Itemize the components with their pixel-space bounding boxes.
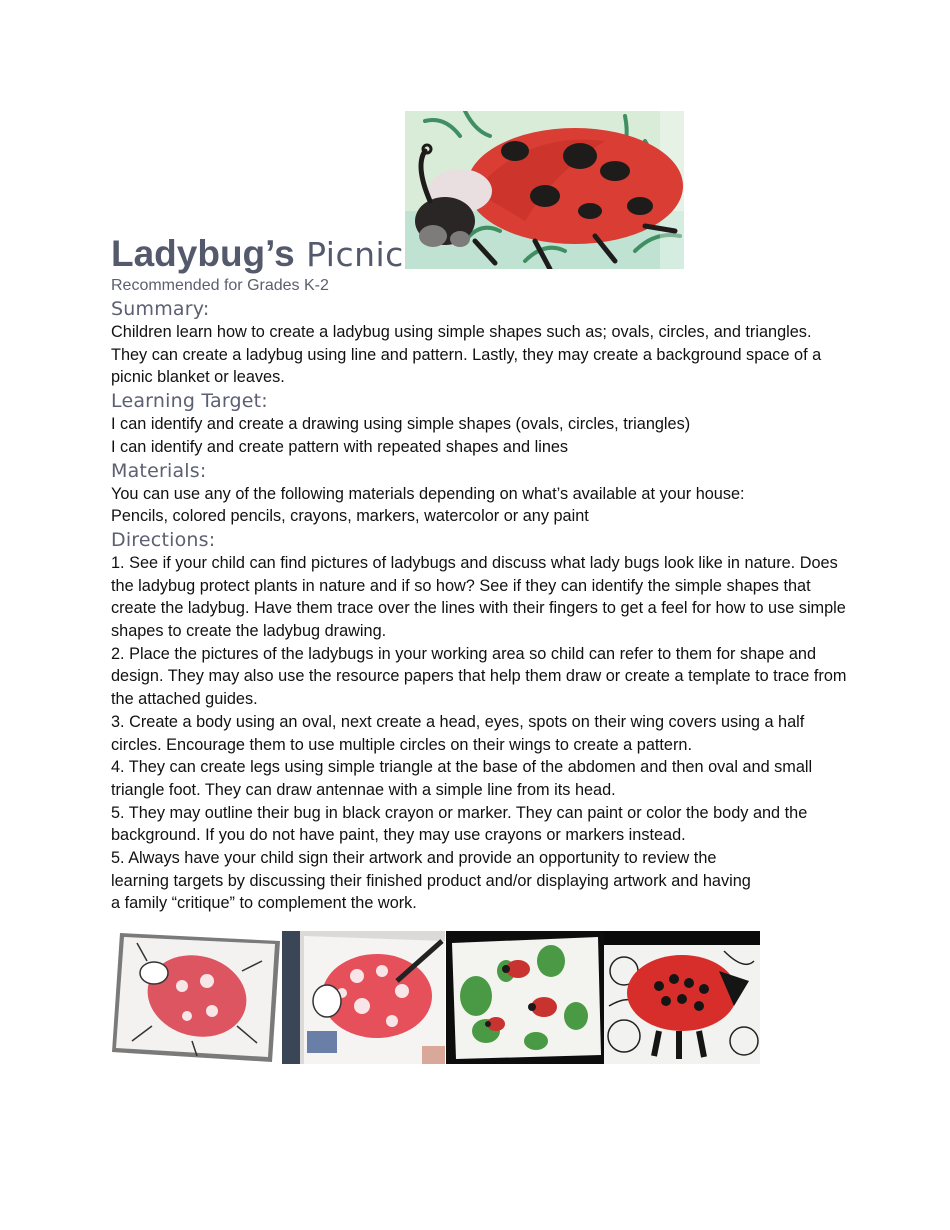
learning-target-heading: Learning Target: xyxy=(111,390,268,413)
direction-step: 3. Create a body using an oval, next create a head, eyes, spots on their wing covers using a half circles. Encourage them to use multiple circles on their wings to create a pattern. xyxy=(111,712,805,754)
example-photo-2 xyxy=(282,931,445,1064)
example-photo-3 xyxy=(446,931,604,1064)
grade-recommendation: Recommended for Grades K-2 xyxy=(111,277,329,294)
example-gallery xyxy=(112,931,762,1064)
materials-line: Pencils, colored pencils, crayons, markers, watercolor or any paint xyxy=(111,507,589,526)
summary-heading: Summary: xyxy=(111,298,210,320)
example-photo-4 xyxy=(604,931,760,1064)
direction-step: 4. They can create legs using simple triangle at the base of the abdomen and then oval and small triangle foot. They can draw antennae with a simple line from its head. xyxy=(111,758,813,799)
directions-heading: Directions: xyxy=(111,528,216,551)
example-photo-1 xyxy=(112,931,280,1064)
materials-heading: Materials: xyxy=(111,459,207,482)
lesson-content xyxy=(111,297,851,915)
direction-step: 5. They may outline their bug in black crayon or marker. They can paint or color the body and the background. If you do not have paint, they may use crayons or markers instead. xyxy=(111,803,808,845)
direction-step: 5. Always have your child sign their artwork and provide an opportunity to review the learning targets by discussing their finished product and/or displaying artwork and having a family “critique” to complement the work. xyxy=(111,849,751,913)
title-bold: Ladybug’s xyxy=(111,233,295,274)
direction-step: 2. Place the pictures of the ladybugs in your working area so child can refer to them for shape and design. They may also use the resource papers that help them draw or create a template to trace from the attached guides. xyxy=(111,644,847,709)
title-light: Picnic xyxy=(306,235,404,274)
page-title xyxy=(111,232,404,277)
learning-target-line: I can identify and create a drawing using simple shapes (ovals, circles, triangles) xyxy=(111,415,691,434)
hero-ladybug-painting xyxy=(405,111,684,269)
direction-step: 1. See if your child can find pictures of ladybugs and discuss what lady bugs look like in nature. Does the ladybug protect plants in nature and if so how? See if they can identify the simple shapes that create the ladybug. Have them trace over the lines with their fingers to get a feel for how to use simple shapes to create the ladybug drawing. xyxy=(111,553,846,641)
materials-line: You can use any of the following materials depending on what’s available at your house: xyxy=(111,484,745,503)
learning-target-line: I can identify and create pattern with repeated shapes and lines xyxy=(111,437,569,456)
summary-text: Children learn how to create a ladybug using simple shapes such as; ovals, circles, and triangles. They can create a ladybug using line and pattern. Lastly, they may create a background space of a picnic blanket or leaves. xyxy=(111,323,822,387)
